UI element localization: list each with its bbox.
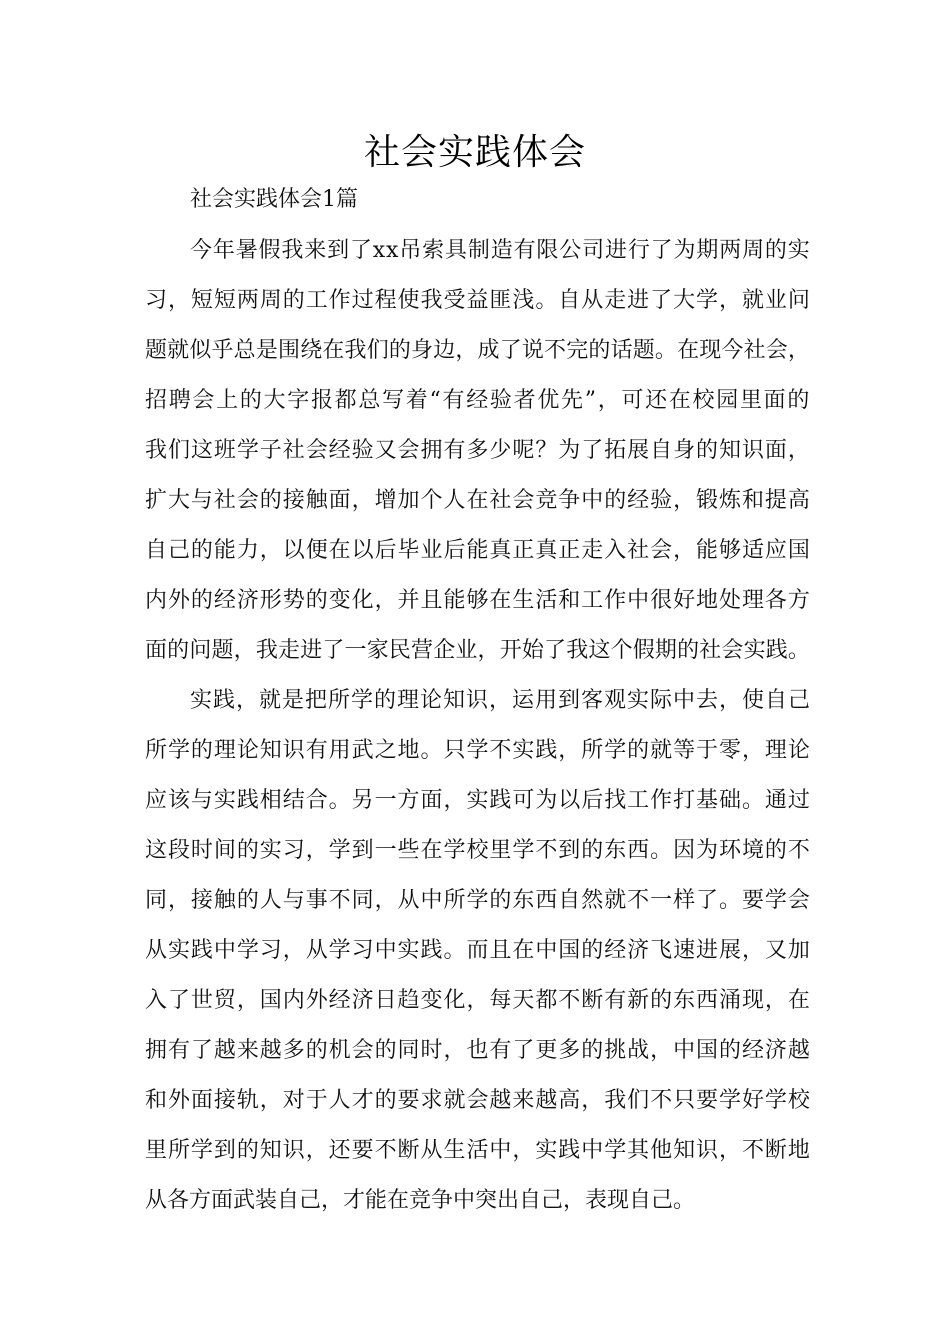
- text-line: 今年暑假我来到了xx吊索具制造有限公司进行了为期两周的实: [190, 238, 811, 263]
- document-title: 社会实践体会: [363, 132, 586, 173]
- text-line: 入了世贸，国内外经济日趋变化，每天都不断有新的东西涌现，在: [145, 988, 811, 1013]
- text-line: 扩大与社会的接触面，增加个人在社会竞争中的经验，锻炼和提高: [145, 488, 811, 513]
- text-line: 实践，就是把所学的理论知识，运用到客观实际中去，使自己: [190, 688, 812, 713]
- text-line: 这段时间的实习，学到一些在学校里学不到的东西。因为环境的不: [145, 838, 811, 863]
- text-line: 拥有了越来越多的机会的同时，也有了更多的挑战，中国的经济越: [145, 1038, 811, 1063]
- text-line: 习，短短两周的工作过程使我受益匪浅。自从走进了大学，就业问: [145, 288, 811, 313]
- text-line: 自己的能力，以便在以后毕业后能真正真正走入社会，能够适应国: [145, 538, 811, 563]
- text-line: 和外面接轨，对于人才的要求就会越来越高，我们不只要学好学校: [145, 1088, 811, 1113]
- text-line: 从实践中学习，从学习中实践。而且在中国的经济飞速进展，又加: [145, 938, 811, 963]
- text-line: 招聘会上的大字报都总写着“有经验者优先”，可还在校园里面的: [145, 388, 812, 413]
- text-line: 所学的理论知识有用武之地。只学不实践，所学的就等于零，理论: [145, 738, 811, 763]
- text-line: 我们这班学子社会经验又会拥有多少呢？为了拓展自身的知识面，: [145, 438, 811, 463]
- text-line: 应该与实践相结合。另一方面，实践可为以后找工作打基础。通过: [145, 788, 811, 813]
- text-line: 从各方面武装自己，才能在竞争中突出自己，表现自己。: [145, 1188, 696, 1213]
- text-line: 题就似乎总是围绕在我们的身边，成了说不完的话题。在现今社会，: [145, 338, 811, 363]
- document-subtitle: 社会实践体会1篇: [190, 187, 358, 212]
- text-line: 里所学到的知识，还要不断从生活中，实践中学其他知识，不断地: [145, 1138, 811, 1163]
- text-line: 内外的经济形势的变化，并且能够在生活和工作中很好地处理各方: [145, 588, 811, 613]
- text-line: 面的问题，我走进了一家民营企业，开始了我这个假期的社会实践。: [145, 638, 811, 663]
- text-line: 同，接触的人与事不同，从中所学的东西自然就不一样了。要学会: [145, 888, 811, 913]
